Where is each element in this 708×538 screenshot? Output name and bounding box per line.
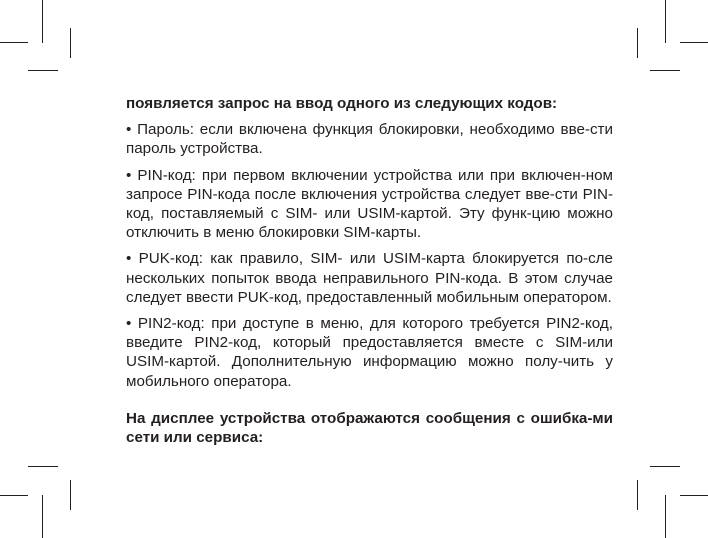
crop-mark-bl-h1 [0, 495, 28, 496]
crop-mark-tr-h2 [650, 70, 680, 71]
crop-mark-bl-h2 [28, 466, 58, 467]
crop-mark-tr-v2 [637, 28, 638, 58]
crop-mark-br-h1 [680, 495, 708, 496]
crop-mark-tl-v1 [42, 0, 43, 43]
list-item-puk: • PUK-код: как правило, SIM- или USIM-карта блокируется по-сле нескольких попыток ввода неправильного PIN-кода. В этом случае следует ввести PUK-код, предоставленный мобильным оператором. [126, 250, 613, 306]
final-heading: На дисплее устройства отображаются сообщения с ошибка-ми сети или сервиса: [126, 409, 613, 447]
crop-mark-br-v1 [665, 495, 666, 538]
crop-mark-tl-h2 [28, 70, 58, 71]
crop-mark-bl-v1 [42, 495, 43, 538]
crop-mark-br-h2 [650, 466, 680, 467]
crop-mark-bl-v2 [70, 480, 71, 510]
crop-mark-br-v2 [637, 480, 638, 510]
crop-mark-tl-h1 [0, 42, 28, 43]
list-item-password: • Пароль: если включена функция блокировки, необходимо вве-сти пароль устройства. [126, 121, 613, 158]
crop-mark-tl-v2 [70, 28, 71, 58]
document-body [126, 94, 613, 447]
list-item-pin2: • PIN2-код: при доступе в меню, для которого требуется PIN2-код, введите PIN2-код, который предоставляется вместе с SIM-или USIM-картой. Дополнительную информацию можно полу-чить у мобильного оператора. [126, 315, 613, 390]
intro-heading: появляется запрос на ввод одного из следующих кодов: [126, 95, 558, 112]
list-item-pin: • PIN-код: при первом включении устройства или при включен-ном запросе PIN-кода после включения устройства следует вве-сти PIN-код, поставляемый с SIM- или USIM-картой. Эту функ-цию можно отключить в меню блокировки SIM-карты. [126, 166, 613, 242]
crop-mark-tr-v1 [665, 0, 666, 43]
crop-mark-tr-h1 [680, 42, 708, 43]
